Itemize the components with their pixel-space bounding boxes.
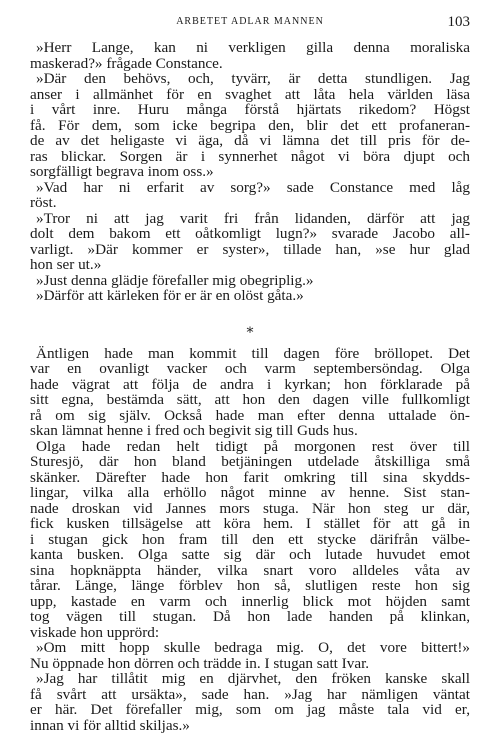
page-number: 103 [447,14,470,30]
narrative-block [30,346,470,734]
text-line: »Där den behövs, och, tyvärr, är detta stundligen. Jag [36,70,470,87]
text-line: skan lämnat henne i fred och begivit sig till Guds hus. [30,422,358,439]
text-line: ras blickar. Sorgen är i synnerhet något vi böra djupt och [30,147,470,165]
text-line: tårar. Länge, länge förblev hon så, slutligen reste hon sig [30,577,470,594]
text-line: »Just denna glädje förefaller mig obegriplig.» [36,271,314,289]
page-header [30,14,470,32]
text-line: få svårt att ursäkta», sade han. »Jag har nämligen väntat [30,685,470,703]
text-line: »Vad har ni erfarit av sorg?» sade Constance med låg [36,178,470,196]
running-head: ARBETET ADLAR MANNEN [176,16,324,27]
text-line: Äntligen hade man kommit till dagen före bröllopet. Det [36,344,470,362]
text-line: »Om mitt hopp skulle bedraga mig. O, det vore bittert!» [36,639,470,656]
text-line: anser i allmänhet för en svaghet att låta hela världen läsa [30,85,470,103]
text-line: skänker. Därefter hade hon farit omkring till sina skydds- [30,468,470,486]
text-line: sina hopknäppta händer, vilka snart voro alldeles våta av [30,561,470,579]
text-line: fick kusken tillsägelse att köra hem. I stället för att gå in [30,515,470,532]
text-line: »Jag har tillåtit mig en djärvhet, den fröken kanske skall [36,670,470,687]
text-line: i stugan gick hon fram till den ett stycke därifrån välbe- [30,530,470,548]
text-line: kanta busken. Olga satte sig där och lutade huvudet emot [30,546,470,563]
text-line: Nu öppnade hon dörren och trädde in. I stugan satt Ivar. [30,654,370,672]
text-line: nade droskan vid Jannes mors stuga. När hon steg ur där, [30,499,470,517]
text-line: lingar, vilka alla erhöllo något minne av henne. Sist stan- [30,484,470,501]
text-line: er här. Det förefaller mig, som om jag måste tala vid er, [30,701,470,718]
text-line: sitt egna, bestämda sätt, att hon den dagen ville fullkomligt [30,391,470,408]
dialogue-block [30,40,470,304]
text-line: i vårt inre. Huru många förstå hjärtats rikedom? Högst [30,101,470,118]
text-line: varligt. »Där kommer er syster», tillade han, »se hur glad [30,240,470,258]
text-line: innan vi för alltid skiljas.» [30,716,190,734]
text-line: »Därför att kärleken för er är en olöst gåta.» [36,287,304,304]
text-line: »Herr Lange, kan ni verkligen gilla denna moraliska [36,39,470,56]
section-separator: * [246,324,254,341]
text-line: »Tror ni att jag varit fri från lidanden, därför att jag [36,209,470,227]
text-line: hon ser ut.» [30,256,102,273]
text-line: upp, kastade en varm och innerlig blick mot höjden samt [30,592,470,610]
text-line: Olga hade redan helt tidigt på morgonen rest över till [36,437,470,455]
text-line: hade vägrat att följa de andra i kyrkan; hon förklarade på [30,375,470,393]
text-line: var en ovanligt vacker och varm septembersöndag. Olga [30,360,470,377]
text-line: röst. [30,194,57,211]
text-line: de av det heligaste vi äga, då vi lämna det till pris för de- [30,132,470,149]
body-text [30,40,470,733]
text-line: Sturesjö, där hon bland betjäningen utdelade åtskilliga små [30,453,470,470]
text-line: få. För dem, som icke begripa den, blir det ett profaneran- [30,116,470,134]
text-line: viskade hon upprörd: [30,623,160,641]
text-line: rå om sig själv. Också hade man efter denna uttalade ön- [30,406,470,424]
text-line: tog vägen till stugan. Då hon lade handen på klinkan, [30,608,470,625]
text-line: maskerad?» frågade Constance. [30,54,223,72]
text-line: sorgfälligt begrava inom oss.» [30,163,214,180]
text-line: dolt dem bakom ett oåtkomligt lugn?» svarade Jacobo all- [30,225,470,242]
